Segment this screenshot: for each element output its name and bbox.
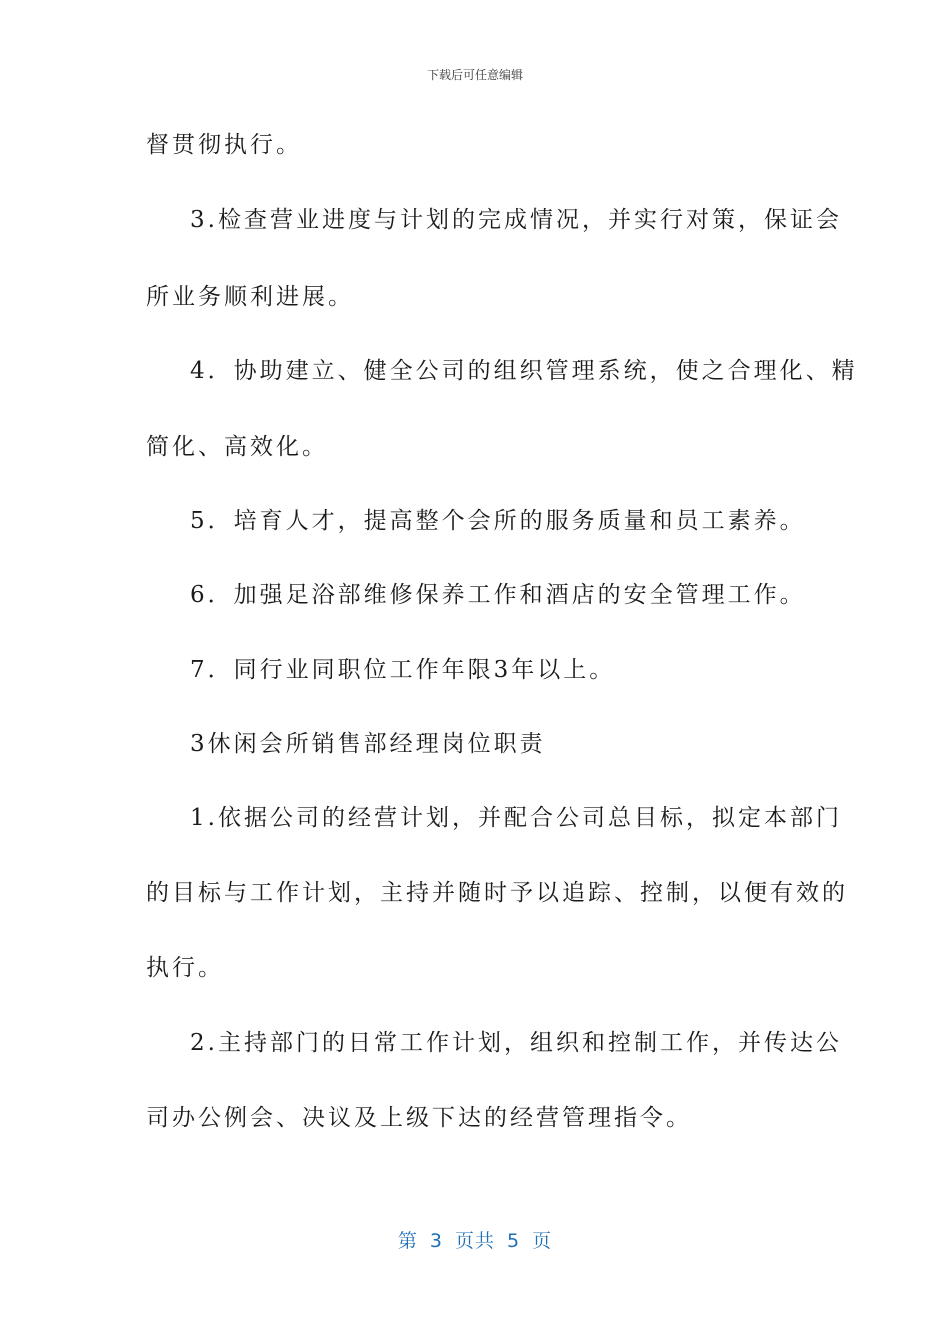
paragraph-line: 的目标与工作计划，主持并随时予以追踪、控制，以便有效的: [146, 880, 848, 906]
paragraph-line: 所业务顺利进展。: [146, 284, 354, 310]
paragraph-line: 1.依据公司的经营计划，并配合公司总目标，拟定本部门: [190, 805, 842, 831]
paragraph-line: 4．协助建立、健全公司的组织管理系统，使之合理化、精: [190, 358, 858, 384]
paragraph-line: 简化、高效化。: [146, 434, 328, 460]
page-total: 5: [507, 1230, 521, 1252]
page-suffix: 页: [532, 1230, 553, 1252]
paragraph-line: 执行。: [146, 955, 224, 981]
header-note: 下载后可任意编辑: [426, 68, 523, 82]
paragraph-line: 6．加强足浴部维修保养工作和酒店的安全管理工作。: [190, 582, 806, 608]
paragraph-line: 3.检查营业进度与计划的完成情况，并实行对策，保证会: [190, 207, 842, 233]
page-number: 3: [429, 1230, 443, 1252]
page-mid: 页共: [454, 1230, 495, 1252]
paragraph-line: 督贯彻执行。: [146, 132, 302, 158]
page-prefix: 第: [397, 1230, 418, 1252]
page-footer: [0, 1226, 950, 1253]
paragraph-line: 7．同行业同职位工作年限3年以上。: [190, 657, 616, 683]
section-heading: 3休闲会所销售部经理岗位职责: [190, 731, 546, 757]
paragraph-line: 司办公例会、决议及上级下达的经营管理指令。: [146, 1105, 692, 1131]
paragraph-line: 5．培育人才，提高整个会所的服务质量和员工素养。: [190, 508, 806, 534]
paragraph-line: 2.主持部门的日常工作计划，组织和控制工作，并传达公: [190, 1030, 842, 1056]
